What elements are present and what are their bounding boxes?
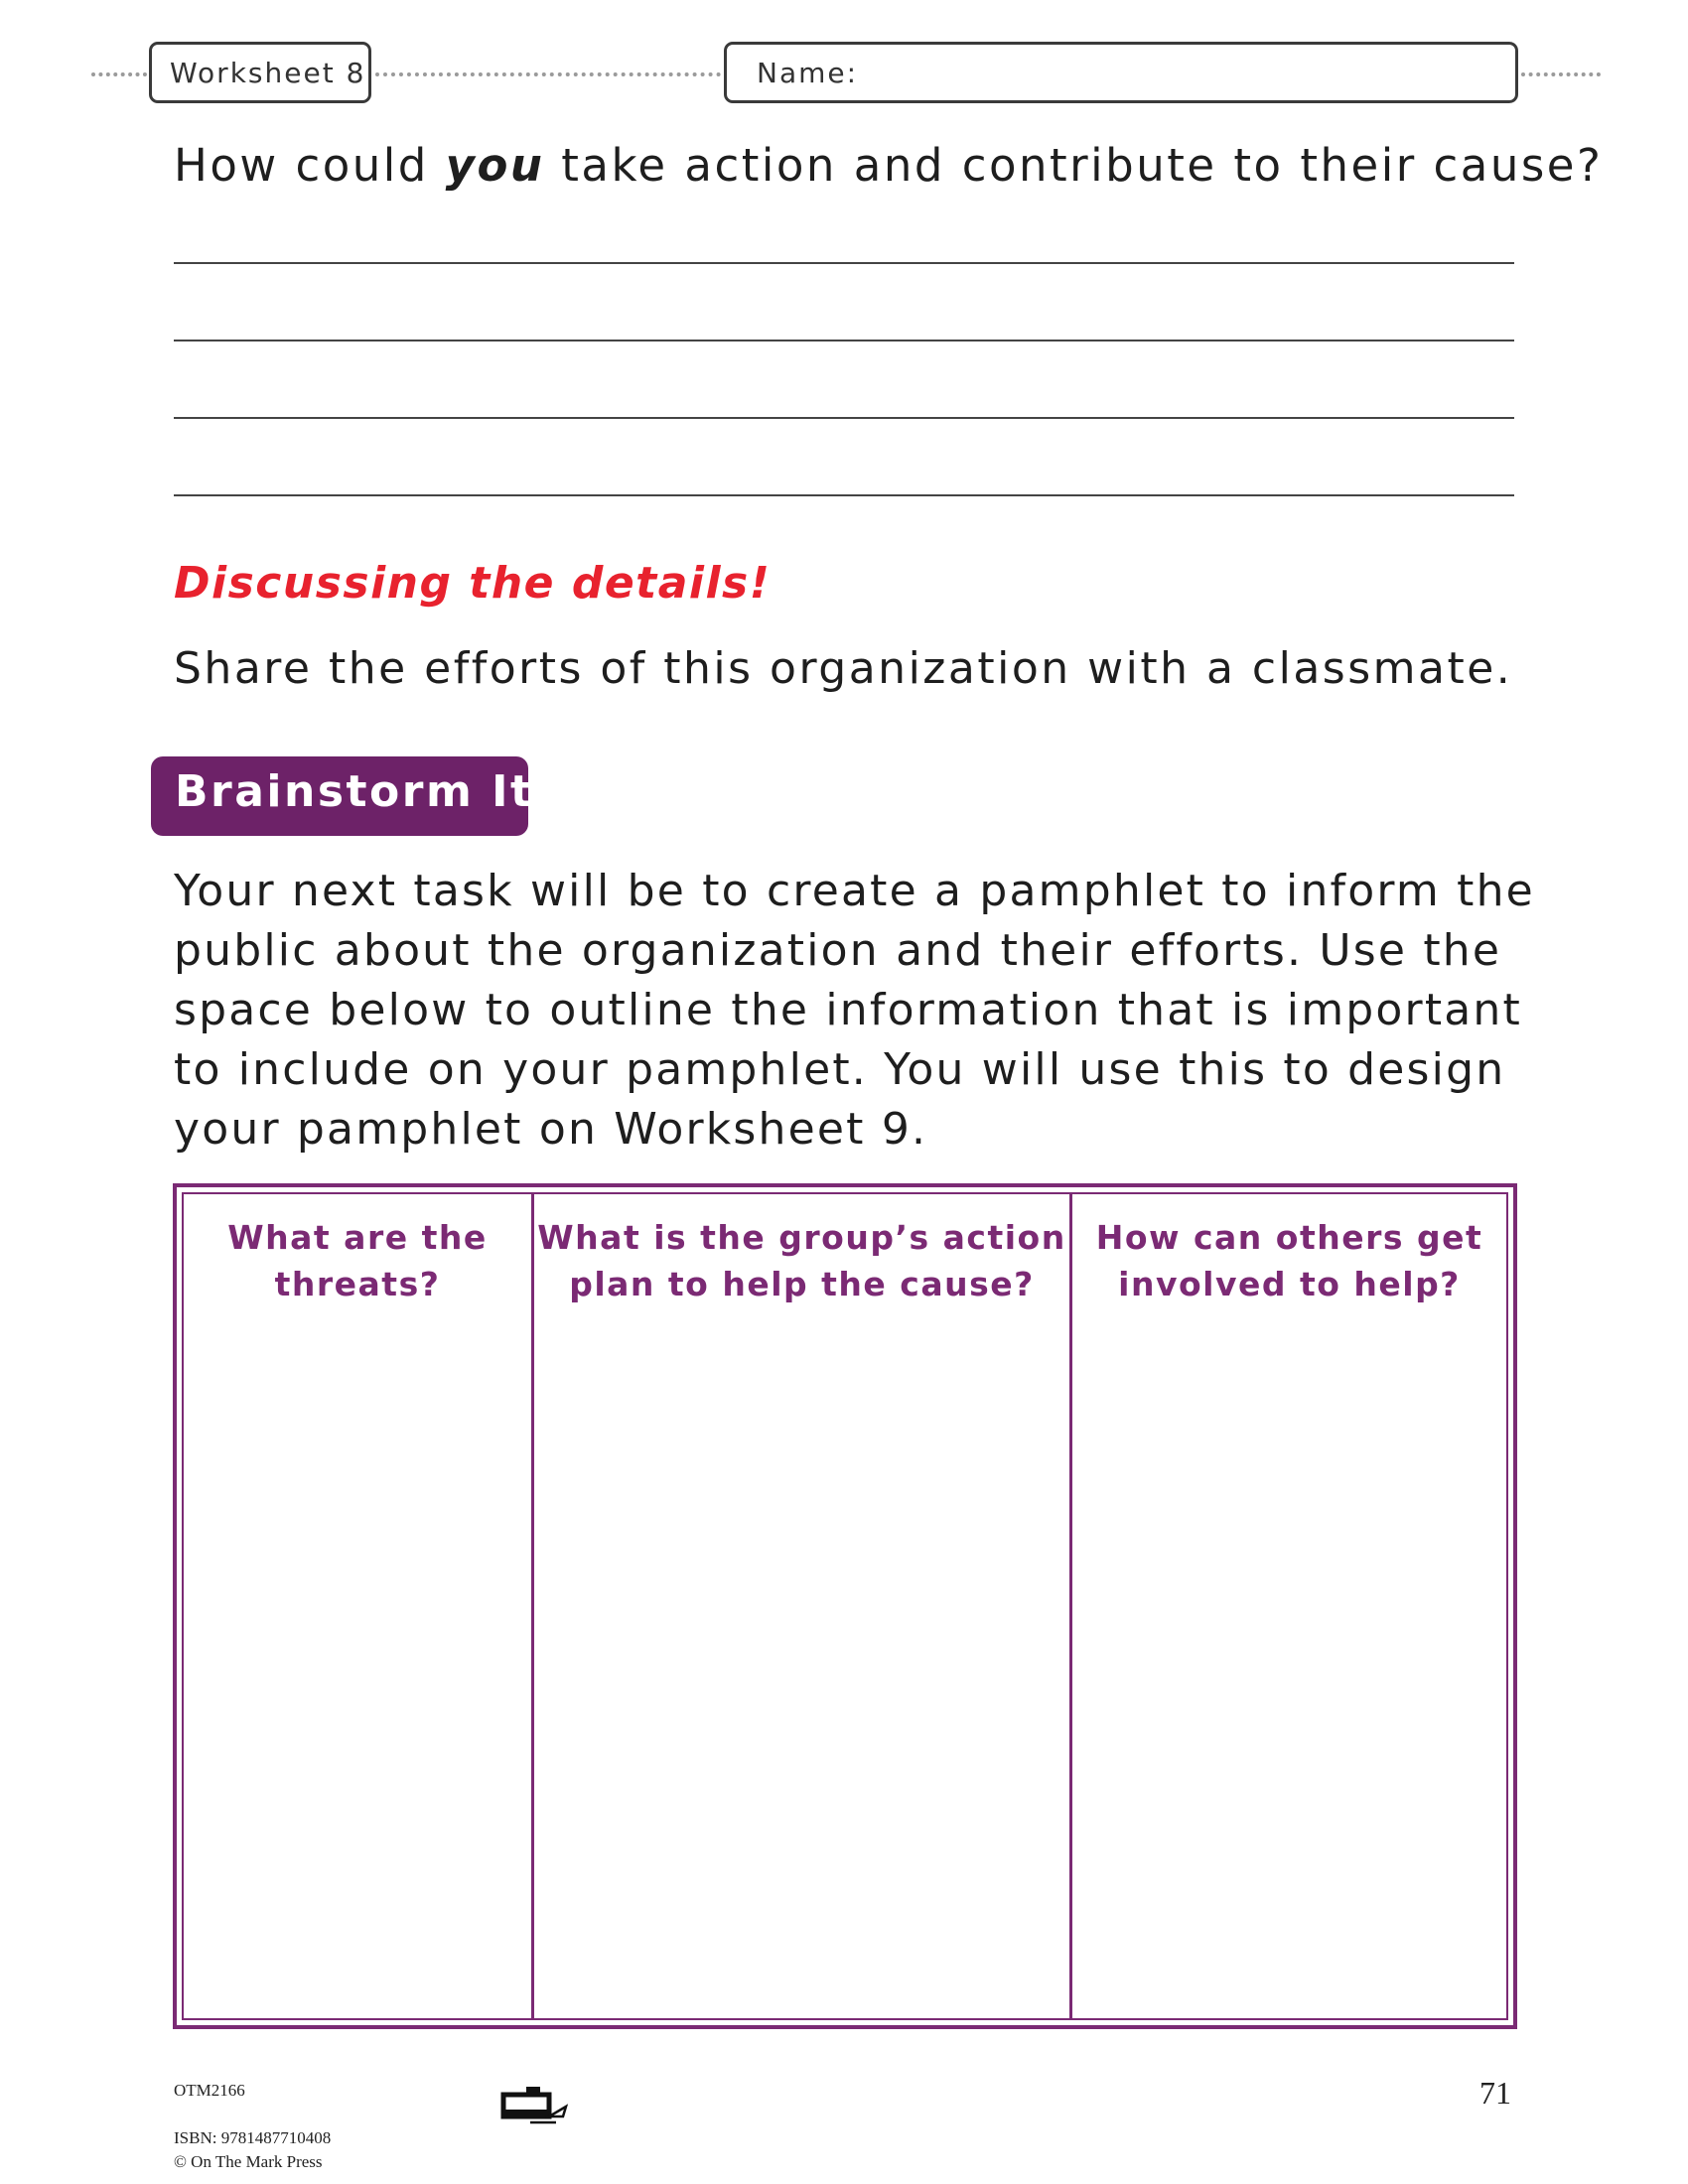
column-header-line: plan to help the cause? [569, 1265, 1035, 1303]
column-header-line: What are the [227, 1218, 488, 1257]
footer-publisher-info [174, 2079, 331, 2174]
instruction-line: public about the organization and their efforts. Use the [174, 925, 1502, 976]
answer-line-2[interactable] [174, 340, 1514, 341]
discussing-text: Share the efforts of this organization with a classmate. [174, 643, 1513, 694]
column-header-line: threats? [274, 1265, 441, 1303]
header-dots-middle [375, 72, 721, 76]
worksheet-label-box [149, 42, 371, 103]
column-header-line: What is the group’s action [537, 1218, 1066, 1257]
get-involved-column-header [1072, 1214, 1506, 1307]
discussing-heading: Discussing the details! [174, 558, 772, 609]
action-question [174, 139, 1603, 192]
action-plan-column-header [534, 1214, 1069, 1307]
question-emphasis: you [445, 139, 545, 192]
question-text-before: How could [174, 139, 446, 192]
page-number: 71 [1479, 2075, 1511, 2111]
publisher-name: © On The Mark Press [174, 2152, 323, 2171]
column-header-line: How can others get [1095, 1218, 1483, 1257]
answer-line-3[interactable] [174, 417, 1514, 419]
brainstorm-table-inner [182, 1192, 1508, 2020]
column-header-line: involved to help? [1118, 1265, 1461, 1303]
header-dots-left [91, 72, 147, 76]
get-involved-column[interactable] [1069, 1194, 1506, 2018]
question-text-after: take action and contribute to their cause? [544, 139, 1604, 192]
brainstorm-heading: Brainstorm It! [175, 766, 557, 817]
action-plan-column[interactable] [531, 1194, 1069, 2018]
publisher-logo-icon [500, 2083, 580, 2130]
answer-line-1[interactable] [174, 262, 1514, 264]
instruction-line: Your next task will be to create a pamphlet to inform the [174, 866, 1535, 916]
product-code: OTM2166 [174, 2081, 245, 2100]
threats-column-header [184, 1214, 531, 1307]
name-label: Name: [757, 57, 859, 89]
threats-column[interactable] [184, 1194, 531, 2018]
answer-line-4[interactable] [174, 494, 1514, 496]
brainstorm-table [173, 1183, 1517, 2029]
instruction-line: your pamphlet on Worksheet 9. [174, 1104, 928, 1155]
instruction-line: space below to outline the information that is important [174, 985, 1522, 1035]
name-field[interactable] [724, 42, 1518, 103]
brainstorm-instructions [174, 862, 1535, 1160]
isbn: ISBN: 9781487710408 [174, 2128, 332, 2147]
worksheet-label: Worksheet 8 [170, 57, 366, 89]
header-dots-right [1521, 72, 1601, 76]
instruction-line: to include on your pamphlet. You will use this to design [174, 1044, 1506, 1095]
brainstorm-banner [151, 756, 557, 836]
